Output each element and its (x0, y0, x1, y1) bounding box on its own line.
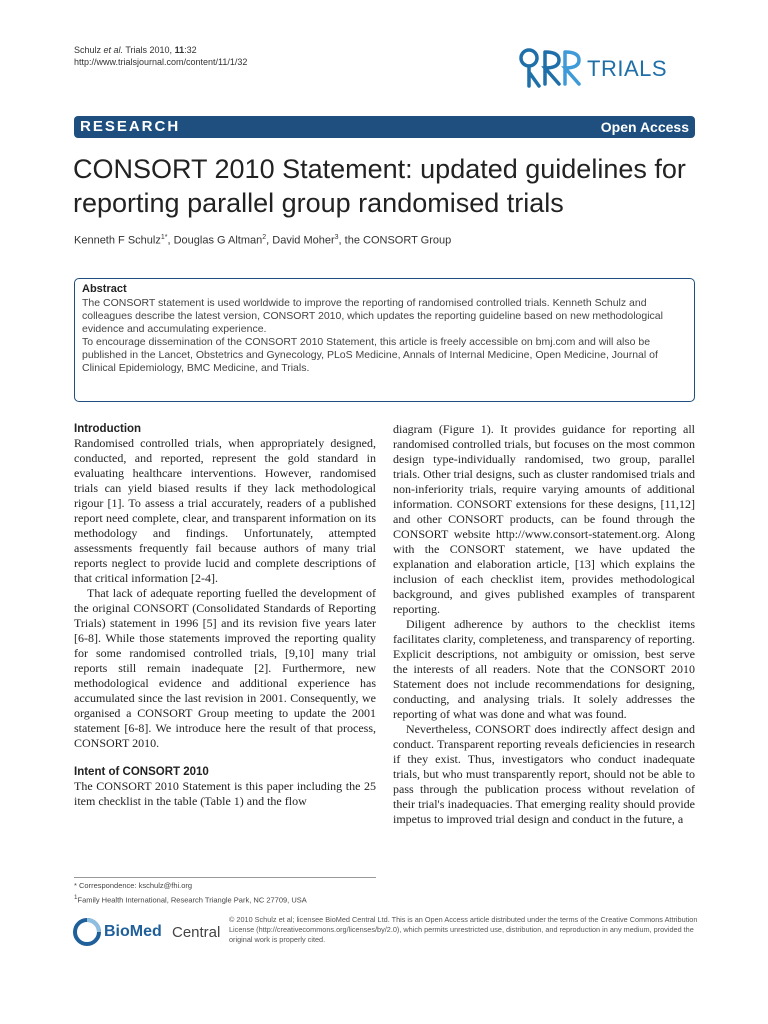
citation-header (74, 44, 247, 68)
affiliation-note (74, 892, 307, 907)
body-paragraph: The CONSORT 2010 Statement is this paper including the 25 item checklist in the table (Table 1) and the flow (74, 779, 376, 808)
abstract-paragraph: The CONSORT statement is used worldwide to improve the reporting of randomised controlled trials. Kenneth Schulz and colleagues describe the latest version, CONSORT 2010, which updates the reporting guideline based on new methodological evidence and accumulating experience. (82, 297, 663, 335)
section-heading-intent: Intent of CONSORT 2010 (74, 766, 209, 778)
affiliation-text: Family Health International, Research Triangle Park, NC 27709, USA (77, 895, 307, 905)
author-name[interactable]: Kenneth F Schulz (74, 234, 161, 247)
section-label: RESEARCH (80, 118, 181, 135)
footnote-divider (74, 877, 376, 878)
citation-etal: et al. (103, 45, 124, 55)
citation-authors: Schulz (74, 45, 104, 55)
abstract-heading: Abstract (82, 283, 127, 295)
section-banner (74, 116, 695, 138)
body-paragraph: Diligent adherence by authors to the checklist items facilitates clarity, completeness, and transparency of reporting. Explicit descriptions, not ambiguity or omission, best serve the interests of all readers. Note that the CONSORT 2010 Statement does not include recommendations for designing, conducting, and analysing trials. It solely addresses the reporting of what was done and what was found. (393, 617, 695, 721)
footnotes (74, 880, 307, 907)
trials-logo (515, 42, 695, 92)
citation-url[interactable]: http://www.trialsjournal.com/content/11/1/32 (74, 57, 248, 67)
correspondence-note[interactable]: * Correspondence: kschulz@fhi.org (74, 881, 193, 890)
body-paragraph: Nevertheless, CONSORT does indirectly affect design and conduct. Transparent reporting reveals deficiencies in research if they exist. Thus, investigators who conduct inadequate trials, but who must transparently report, should not be able to pass through the publication process without revelation of their trial's inadequacies. That emerging reality should provide impetus to improved trial design and conduct in the future, a (393, 722, 695, 826)
article-title: CONSORT 2010 Statement: updated guidelines for reporting parallel group randomised trials (73, 154, 686, 218)
trials-logo-text: TRIALS (587, 56, 668, 81)
author-affiliation: 1* (160, 234, 168, 241)
license-text: © 2010 Schulz et al; licensee BioMed Central Ltd. This is an Open Access article distributed under the terms of the Creative Commons Attribution License (http://creativecommons.org/licenses/by/2.0), which permits unrestricted use, distribution, and reproduction in any medium, provided the original work is properly cited. (229, 915, 698, 944)
author-name[interactable]: Douglas G Altman (173, 234, 263, 247)
citation-line (74, 44, 247, 56)
affiliation-marker: 1 (74, 894, 78, 901)
biomed-central-logo (72, 917, 222, 947)
citation-volume: 11 (174, 45, 185, 55)
abstract-paragraph: To encourage dissemination of the CONSORT 2010 Statement, this article is freely accessible on bmj.com and will also be published in the Lancet, Obstetrics and Gynecology, PLoS Medicine, Annals of Internal Medicine, Open Medicine, Journal of Clinical Epidemiology, BMC Medicine, and Trials. (82, 336, 658, 374)
section-heading-introduction: Introduction (74, 423, 142, 435)
central-text: Central (172, 924, 221, 941)
author-name[interactable]: David Moher (272, 234, 335, 247)
biomed-text: BioMed (104, 923, 162, 940)
body-paragraph: Randomised controlled trials, when appropriately designed, conducted, and reported, represent the gold standard in evaluating healthcare interventions. However, randomised trials can yield biased results if they lack methodological rigour [1]. To assess a trial accurately, readers of a published report need complete, clear, and transparent information on its methodology and findings. Unfortunately, attempted assessments frequently fail because authors of many trial reports neglect to provide lucid and complete descriptions of that critical information [2-4]. (74, 436, 376, 585)
body-column-left (74, 422, 376, 809)
author-group: the CONSORT Group (344, 234, 452, 247)
abstract-box (74, 278, 695, 402)
biomed-central-logo-icon (72, 917, 102, 947)
body-column-right (393, 422, 695, 827)
body-paragraph: That lack of adequate reporting fuelled the development of the original CONSORT (Consolidated Standards of Reporting Trials) statement in 1996 [5] and its revision five years later [6-8]. While those statements improved the reporting quality for some randomised controlled trials, [9,10] many trial reports still remain inadequate [2]. Furthermore, new methodological evidence and additional experience has accumulated since the last revision in 2001. Consequently, we organised a CONSORT Group meeting to update the 2001 statement [6-8]. We introduce here the result of that process, CONSORT 2010. (74, 586, 376, 750)
citation-journal: Trials 2010, (123, 45, 175, 55)
open-access-label: Open Access (600, 119, 689, 135)
author-affiliation: 3 (334, 234, 339, 241)
body-paragraph: diagram (Figure 1). It provides guidance for reporting all randomised controlled trials, but focuses on the most common design type-individually randomised, two group, parallel trials. Other trial designs, such as cluster randomised trials and non-inferiority trials, require varying amounts of additional information. CONSORT extensions for these designs, [11,12] and other CONSORT products, can be found through the CONSORT website http://www.consort-statement.org. Along with the CONSORT statement, we have updated the explanation and elaboration article, [13] which explains the inclusion of each checklist item, provides methodological background, and gives published examples of transparent reporting. (393, 422, 695, 616)
author-list: Kenneth F Schulz$^{1*}$, Douglas G Altman$^2$, David Moher$^3$, the CONSORT Group (74, 234, 452, 247)
author-affiliation: 2 (262, 234, 267, 241)
citation-article-number: :32 (184, 45, 197, 55)
trials-logo-icon (515, 42, 587, 92)
